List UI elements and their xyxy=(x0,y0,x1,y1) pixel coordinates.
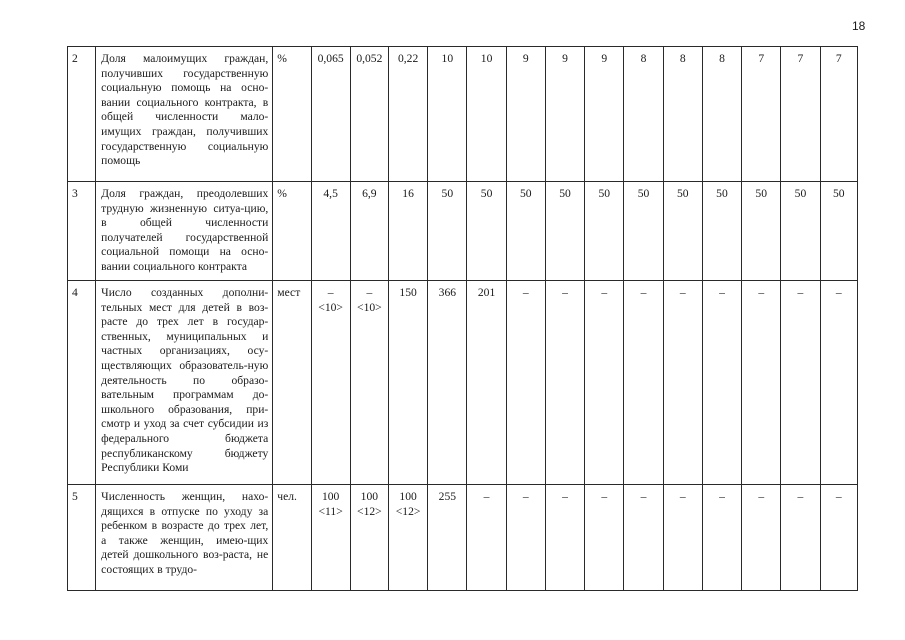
footnote-ref: <12> xyxy=(357,504,382,518)
indicators-table xyxy=(67,46,858,591)
value-cell xyxy=(506,485,545,591)
value-text: – xyxy=(522,490,529,503)
value-cell xyxy=(388,281,427,485)
value-text: 100 xyxy=(321,490,340,503)
value-cell xyxy=(820,182,857,281)
value-cell xyxy=(702,182,741,281)
value-text: 50 xyxy=(637,187,650,200)
value-text: 8 xyxy=(719,52,725,65)
value-cell xyxy=(742,182,781,281)
value-cell xyxy=(624,47,663,182)
value-cell xyxy=(311,182,350,281)
value-cell xyxy=(350,182,388,281)
value-cell xyxy=(311,485,350,591)
value-text: 150 xyxy=(399,286,417,299)
value-text: – xyxy=(835,490,842,503)
value-text: 7 xyxy=(835,52,842,65)
value-cell xyxy=(388,485,427,591)
value-text: – xyxy=(719,490,725,503)
value-text: 9 xyxy=(601,52,608,65)
value-cell xyxy=(742,485,781,591)
unit-cell: % xyxy=(273,47,311,182)
value-cell xyxy=(702,281,741,485)
value-cell xyxy=(742,47,781,182)
value-cell xyxy=(506,182,545,281)
value-cell xyxy=(820,47,857,182)
value-text: 10 xyxy=(480,52,493,65)
value-text: – xyxy=(601,286,608,299)
unit-cell: мест xyxy=(273,281,311,485)
value-cell xyxy=(350,281,388,485)
value-text: 201 xyxy=(477,286,496,299)
table-body xyxy=(68,47,858,591)
value-text: – xyxy=(679,286,686,299)
value-text: 50 xyxy=(676,187,689,200)
value-text: 50 xyxy=(755,187,767,200)
indicator-description-cell: Число созданных дополни-тельных мест для детей в воз-расте до трех лет в государ-ственных, муниципальных и частных организациях, осу-ществляющих образователь-ную деятельность по образо-вательным программам до-школьного образования, при-смотр и уход за счет субсидии из федерального бюджета республиканскому бюджету Республики Коми xyxy=(96,281,273,485)
table-row xyxy=(68,182,858,281)
value-text: – xyxy=(327,286,334,299)
unit-cell: чел. xyxy=(273,485,311,591)
value-text: 8 xyxy=(640,52,647,65)
value-text: 50 xyxy=(480,187,493,200)
value-cell xyxy=(624,182,663,281)
footnote-ref: <10> xyxy=(318,300,343,314)
value-text: 50 xyxy=(520,187,532,200)
value-cell xyxy=(742,281,781,485)
row-number-cell: 5 xyxy=(68,485,96,591)
value-cell xyxy=(545,281,584,485)
value-cell xyxy=(663,281,702,485)
value-cell xyxy=(702,485,741,591)
value-cell xyxy=(467,281,506,485)
value-cell xyxy=(506,281,545,485)
value-text: 0,065 xyxy=(317,52,344,65)
value-cell xyxy=(781,47,820,182)
footnote-ref: <10> xyxy=(357,300,382,314)
indicator-description-cell: Доля малоимущих граждан, получивших государственную социальную помощь на осно-вании социального контракта, в общей численности мало-имущих граждан, получивших государственную социальную помощь xyxy=(96,47,273,182)
value-cell xyxy=(702,47,741,182)
value-cell xyxy=(820,281,857,485)
value-cell xyxy=(545,47,584,182)
value-text: 50 xyxy=(794,187,807,200)
page-number: 18 xyxy=(852,19,866,33)
value-text: 4,5 xyxy=(323,187,338,200)
unit-cell: % xyxy=(273,182,311,281)
value-cell xyxy=(467,47,506,182)
value-cell xyxy=(663,47,702,182)
value-cell xyxy=(467,182,506,281)
value-cell xyxy=(311,281,350,485)
value-cell xyxy=(350,47,388,182)
value-cell xyxy=(467,485,506,591)
value-text: 9 xyxy=(522,52,529,65)
value-cell xyxy=(545,485,584,591)
row-number-cell: 3 xyxy=(68,182,96,281)
value-text: – xyxy=(758,286,765,299)
value-text: 0,22 xyxy=(397,52,419,65)
value-text: 50 xyxy=(832,187,845,200)
value-text: 50 xyxy=(559,187,571,200)
value-cell xyxy=(506,47,545,182)
value-cell xyxy=(585,47,624,182)
value-text: 8 xyxy=(679,52,686,65)
value-text: 100 xyxy=(399,490,417,503)
value-cell xyxy=(388,182,427,281)
value-cell xyxy=(311,47,350,182)
value-text: 7 xyxy=(797,52,804,65)
value-text: – xyxy=(640,286,647,299)
value-text: 50 xyxy=(441,187,454,200)
value-cell xyxy=(545,182,584,281)
value-cell xyxy=(781,281,820,485)
value-cell xyxy=(388,47,427,182)
value-text: 100 xyxy=(360,490,379,503)
value-cell xyxy=(781,485,820,591)
value-cell xyxy=(663,485,702,591)
row-number-cell: 2 xyxy=(68,47,96,182)
value-cell xyxy=(624,485,663,591)
value-cell xyxy=(428,281,467,485)
value-cell xyxy=(624,281,663,485)
value-text: – xyxy=(797,286,804,299)
value-text: – xyxy=(758,490,765,503)
value-text: 50 xyxy=(598,187,611,200)
value-text: 0,052 xyxy=(356,52,383,65)
value-text: – xyxy=(797,490,804,503)
value-cell xyxy=(428,485,467,591)
value-text: – xyxy=(679,490,686,503)
value-text: – xyxy=(719,286,725,299)
value-text: 366 xyxy=(438,286,457,299)
footnote-ref: <12> xyxy=(395,504,421,518)
value-text: – xyxy=(562,490,568,503)
value-text: 50 xyxy=(716,187,728,200)
indicator-description-cell: Численность женщин, нахо-дящихся в отпуске по уходу за ребенком в возрасте до трех лет, а также женщин, имею-щих детей дошкольного воз-раста, не состоящих в трудо- xyxy=(96,485,273,591)
value-cell xyxy=(585,281,624,485)
value-text: – xyxy=(562,286,568,299)
row-number-cell: 4 xyxy=(68,281,96,485)
value-cell xyxy=(428,47,467,182)
value-text: 255 xyxy=(438,490,457,503)
table-row xyxy=(68,281,858,485)
value-text: – xyxy=(835,286,842,299)
table-row xyxy=(68,485,858,591)
footnote-ref: <11> xyxy=(318,504,343,518)
value-cell xyxy=(350,485,388,591)
value-text: – xyxy=(483,490,490,503)
value-text: – xyxy=(522,286,529,299)
value-text: – xyxy=(601,490,608,503)
value-text: 16 xyxy=(402,187,414,200)
indicator-description-cell: Доля граждан, преодолевших трудную жизненную ситуа-цию, в общей численности получателей государственной социальной помощи на осно-вании социального контракта xyxy=(96,182,273,281)
value-text: – xyxy=(640,490,647,503)
value-text: – xyxy=(366,286,373,299)
value-cell xyxy=(781,182,820,281)
value-text: 6,9 xyxy=(362,187,377,200)
value-text: 7 xyxy=(758,52,765,65)
value-cell xyxy=(820,485,857,591)
value-cell xyxy=(585,485,624,591)
value-text: 10 xyxy=(441,52,454,65)
value-cell xyxy=(663,182,702,281)
value-cell xyxy=(428,182,467,281)
value-text: 9 xyxy=(562,52,568,65)
value-cell xyxy=(585,182,624,281)
table-row xyxy=(68,47,858,182)
